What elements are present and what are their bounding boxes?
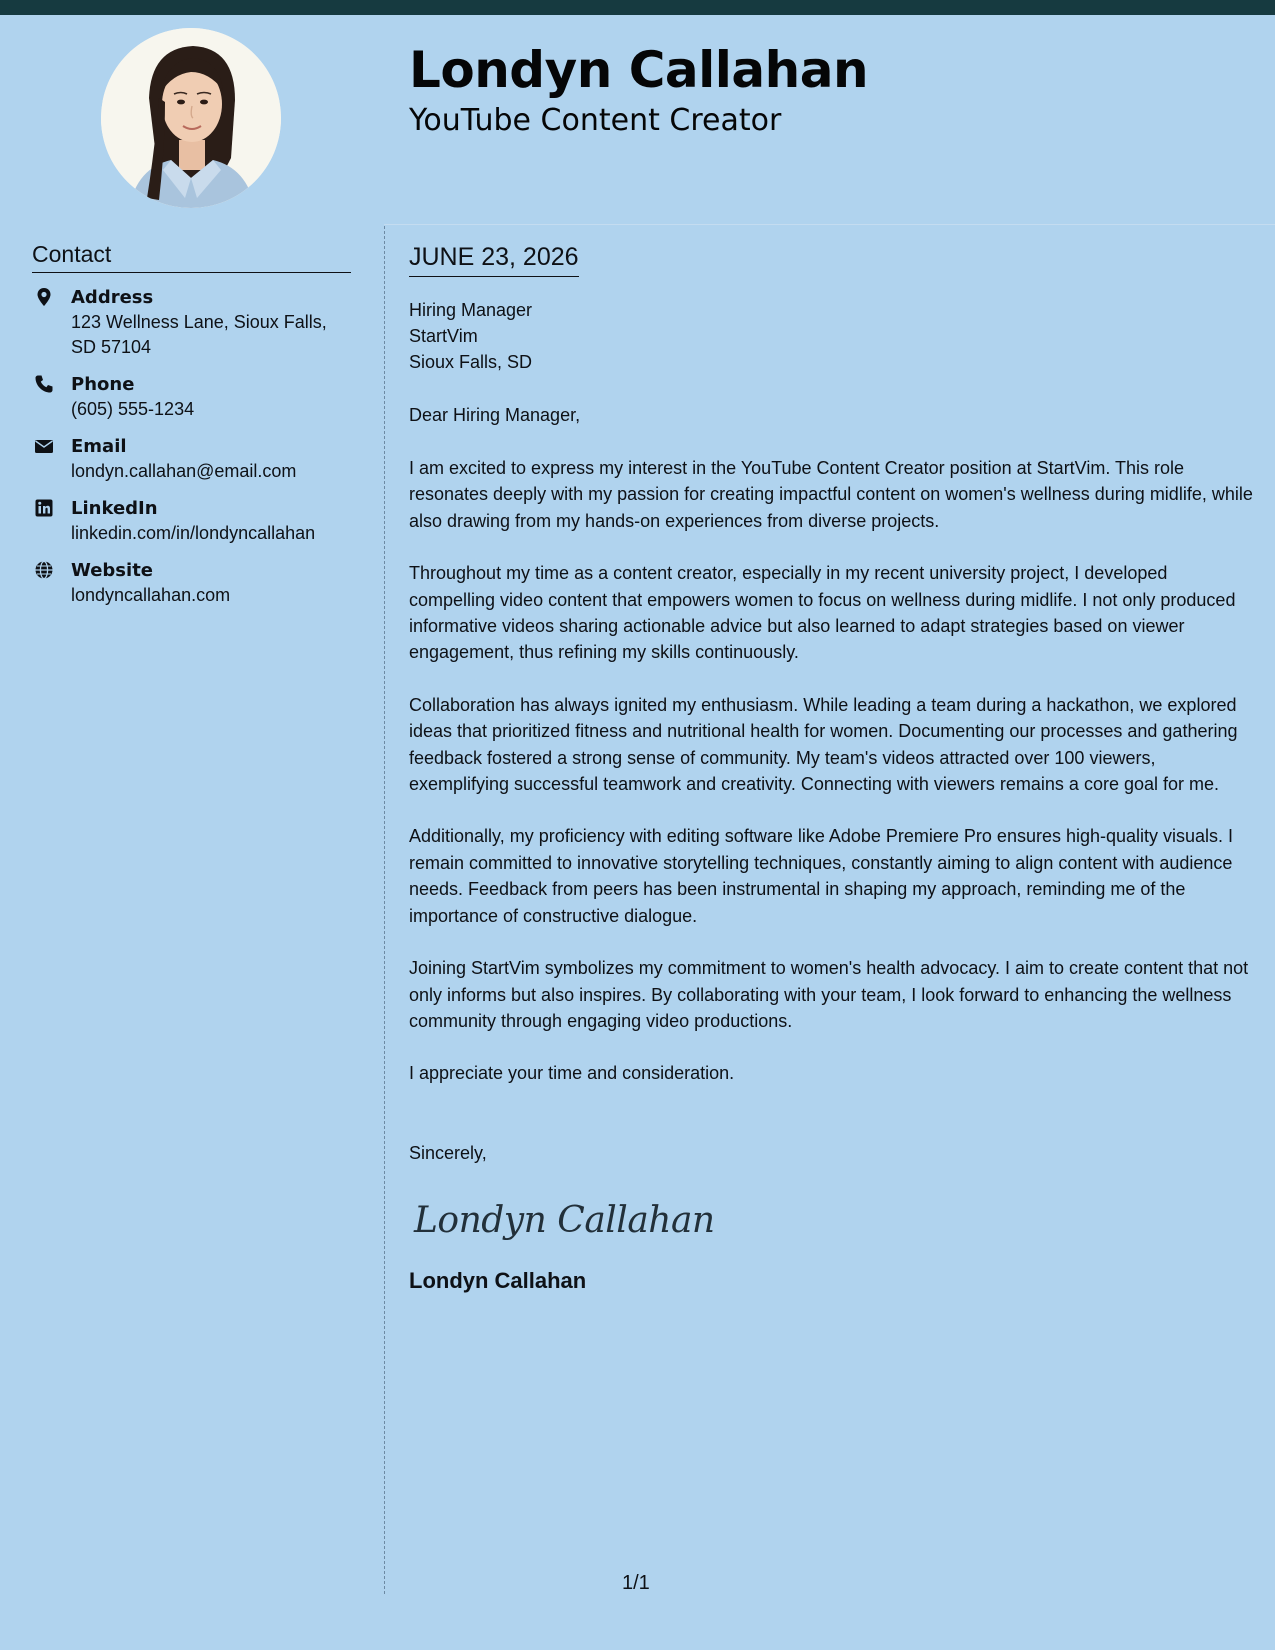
page-number: 1/1: [622, 1572, 650, 1594]
header-job-title: YouTube Content Creator: [409, 103, 782, 138]
linkedin-icon: [34, 498, 54, 518]
contact-sidebar: [32, 240, 351, 620]
phone-icon: [34, 374, 54, 394]
recipient-block: [409, 297, 1254, 375]
contact-label-phone: Phone: [71, 374, 135, 395]
column-divider: [384, 226, 385, 1594]
contact-item-phone: [32, 372, 351, 422]
letter-paragraph: I am excited to express my interest in the YouTube Content Creator position at StartVim. This role resonates deeply with my passion for creating impactful content on women's wellness during midlife, while also drawing from my hands-on experiences from diverse projects.: [409, 458, 1253, 531]
signer-name: Londyn Callahan: [409, 1267, 587, 1293]
handwritten-signature: Londyn Callahan: [414, 1199, 715, 1241]
avatar: [101, 28, 281, 208]
salutation: Dear Hiring Manager,: [409, 405, 581, 425]
recipient-name: Hiring Manager: [409, 300, 533, 320]
header-name: Londyn Callahan: [409, 41, 869, 99]
letter-paragraph: Joining StartVim symbolizes my commitment to women's health advocacy. I aim to create content that not only informs but also inspires. By collaborating with your team, I look forward to enhancing the wellness community through engaging video productions.: [409, 958, 1249, 1031]
letter-body: [409, 240, 1254, 1296]
contact-item-website: [32, 558, 351, 608]
recipient-company: StartVim: [409, 326, 478, 346]
portrait-illustration: [101, 28, 281, 208]
letter-paragraph: I appreciate your time and consideration.: [409, 1063, 735, 1084]
top-accent-bar: [0, 0, 1275, 15]
contact-value-email[interactable]: londyn.callahan@email.com: [71, 461, 297, 481]
letter-paragraph: Throughout my time as a content creator, especially in my recent university project, I developed compelling video content that empowers women to focus on wellness during midlife. I not only produced informative videos sharing actionable advice but also learned to adapt strategies based on viewer engagement, thus refining my skills continuously.: [409, 563, 1236, 663]
contact-heading: Contact: [32, 240, 351, 273]
recipient-location: Sioux Falls, SD: [409, 352, 533, 372]
contact-item-email: [32, 434, 351, 484]
header-divider: [384, 224, 1275, 225]
contact-item-linkedin: [32, 496, 351, 546]
envelope-icon: [34, 436, 54, 456]
contact-label-linkedin: LinkedIn: [71, 498, 158, 519]
contact-value-address: 123 Wellness Lane, Sioux Falls, SD 57104: [71, 312, 327, 357]
contact-label-website: Website: [71, 560, 154, 581]
contact-label-address: Address: [71, 287, 154, 308]
contact-value-website[interactable]: londyncallahan.com: [71, 585, 231, 605]
letter-paragraph: Collaboration has always ignited my enthusiasm. While leading a team during a hackathon, we explored ideas that prioritized fitness and nutritional health for women. Documenting our processes and gathering feedback fostered a strong sense of community. My team's videos attracted over 100 viewers, exemplifying successful teamwork and creativity. Connecting with viewers remains a core goal for me.: [409, 694, 1238, 795]
contact-value-linkedin[interactable]: linkedin.com/in/londyncallahan: [71, 523, 316, 543]
letter-paragraph: Additionally, my proficiency with editing software like Adobe Premiere Pro ensures high-quality visuals. I remain committed to innovative storytelling techniques, constantly aiming to align content with audience needs. Feedback from peers has been instrumental in shaping my approach, reminding me of the importance of constructive dialogue.: [409, 826, 1234, 926]
closing: Sincerely,: [409, 1142, 487, 1163]
globe-icon: [34, 560, 54, 580]
contact-item-address: [32, 285, 351, 360]
contact-label-email: Email: [71, 436, 127, 457]
contact-value-phone: (605) 555-1234: [71, 399, 195, 419]
letter-date: JUNE 23, 2026: [409, 240, 579, 277]
map-pin-icon: [34, 287, 54, 307]
